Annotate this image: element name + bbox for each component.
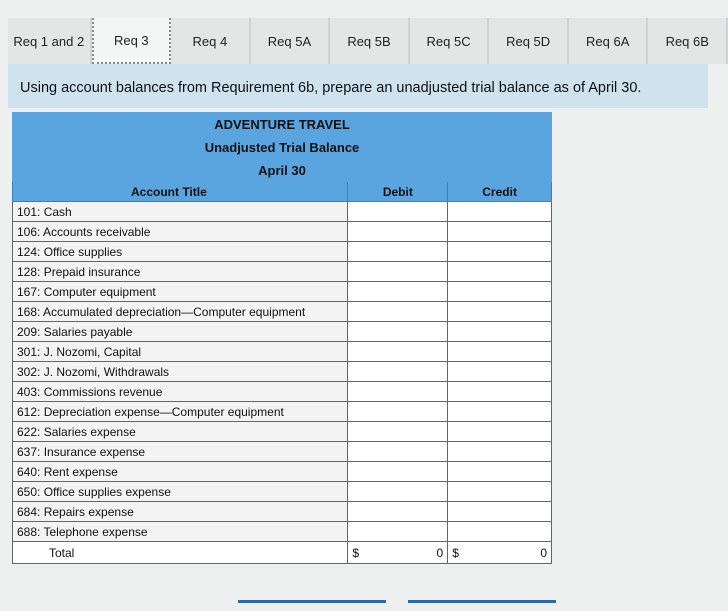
credit-input[interactable] bbox=[448, 442, 552, 462]
table-row bbox=[13, 362, 552, 382]
debit-input[interactable] bbox=[348, 422, 448, 442]
account-title-cell[interactable]: 106: Accounts receivable bbox=[13, 222, 348, 242]
table-row bbox=[13, 302, 552, 322]
total-debit bbox=[348, 542, 448, 564]
credit-input[interactable] bbox=[448, 382, 552, 402]
account-title-cell[interactable]: 688: Telephone expense bbox=[13, 522, 348, 542]
table-row bbox=[13, 462, 552, 482]
credit-header: Credit bbox=[448, 182, 552, 202]
tab-req-6b[interactable]: Req 6B bbox=[648, 18, 728, 64]
debit-input[interactable] bbox=[348, 342, 448, 362]
statement-date: April 30 bbox=[13, 159, 552, 182]
credit-input[interactable] bbox=[448, 242, 552, 262]
credit-input[interactable] bbox=[448, 502, 552, 522]
account-title-cell[interactable]: 209: Salaries payable bbox=[13, 322, 348, 342]
credit-input[interactable] bbox=[448, 302, 552, 322]
account-title-cell[interactable]: 168: Accumulated depreciation—Computer equipment bbox=[13, 302, 348, 322]
trial-balance-table bbox=[12, 112, 552, 564]
statement-title: Unadjusted Trial Balance bbox=[13, 136, 552, 159]
instruction-text: Using account balances from Requirement 6b, prepare an unadjusted trial balance as of April 30. bbox=[8, 64, 708, 108]
table-row bbox=[13, 502, 552, 522]
debit-input[interactable] bbox=[348, 322, 448, 342]
total-label: Total bbox=[13, 542, 348, 564]
credit-input[interactable] bbox=[448, 202, 552, 222]
credit-input[interactable] bbox=[448, 422, 552, 442]
debit-input[interactable] bbox=[348, 222, 448, 242]
account-title-cell[interactable]: 301: J. Nozomi, Capital bbox=[13, 342, 348, 362]
tab-req-5d[interactable]: Req 5D bbox=[489, 18, 569, 64]
account-title-cell[interactable]: 612: Depreciation expense—Computer equipment bbox=[13, 402, 348, 422]
credit-double-underline bbox=[408, 600, 556, 603]
credit-input[interactable] bbox=[448, 262, 552, 282]
credit-input[interactable] bbox=[448, 402, 552, 422]
credit-input[interactable] bbox=[448, 282, 552, 302]
account-title-cell[interactable]: 637: Insurance expense bbox=[13, 442, 348, 462]
table-row bbox=[13, 322, 552, 342]
account-title-cell[interactable]: 684: Repairs expense bbox=[13, 502, 348, 522]
tab-req-1-and-2[interactable]: Req 1 and 2 bbox=[8, 18, 92, 64]
credit-input[interactable] bbox=[448, 362, 552, 382]
table-row bbox=[13, 222, 552, 242]
tab-req-5c[interactable]: Req 5C bbox=[410, 18, 490, 64]
credit-input[interactable] bbox=[448, 342, 552, 362]
debit-input[interactable] bbox=[348, 382, 448, 402]
table-row bbox=[13, 202, 552, 222]
total-credit-value: 0 bbox=[540, 545, 547, 560]
total-debit-value: 0 bbox=[436, 545, 444, 560]
credit-input[interactable] bbox=[448, 462, 552, 482]
account-title-cell[interactable]: 403: Commissions revenue bbox=[13, 382, 348, 402]
debit-input[interactable] bbox=[348, 262, 448, 282]
debit-input[interactable] bbox=[348, 362, 448, 382]
table-row bbox=[13, 282, 552, 302]
account-title-cell[interactable]: 650: Office supplies expense bbox=[13, 482, 348, 502]
credit-input[interactable] bbox=[448, 482, 552, 502]
debit-input[interactable] bbox=[348, 502, 448, 522]
total-credit bbox=[448, 542, 552, 564]
debit-input[interactable] bbox=[348, 302, 448, 322]
account-title-cell[interactable]: 124: Office supplies bbox=[13, 242, 348, 262]
tab-req-4[interactable]: Req 4 bbox=[171, 18, 251, 64]
currency-symbol: $ bbox=[452, 545, 459, 560]
debit-input[interactable] bbox=[348, 282, 448, 302]
debit-input[interactable] bbox=[348, 522, 448, 542]
account-title-cell[interactable]: 128: Prepaid insurance bbox=[13, 262, 348, 282]
table-row bbox=[13, 422, 552, 442]
account-title-cell[interactable]: 101: Cash bbox=[13, 202, 348, 222]
table-row bbox=[13, 442, 552, 462]
table-row bbox=[13, 382, 552, 402]
total-row bbox=[13, 542, 552, 564]
requirement-tabs bbox=[8, 18, 728, 64]
table-row bbox=[13, 522, 552, 542]
table-row bbox=[13, 242, 552, 262]
debit-header: Debit bbox=[348, 182, 448, 202]
tab-req-5b[interactable]: Req 5B bbox=[330, 18, 410, 64]
company-name: ADVENTURE TRAVEL bbox=[13, 113, 552, 136]
debit-input[interactable] bbox=[348, 442, 448, 462]
debit-input[interactable] bbox=[348, 482, 448, 502]
credit-input[interactable] bbox=[448, 322, 552, 342]
debit-input[interactable] bbox=[348, 242, 448, 262]
table-row bbox=[13, 342, 552, 362]
credit-input[interactable] bbox=[448, 522, 552, 542]
table-row bbox=[13, 262, 552, 282]
debit-double-underline bbox=[238, 600, 386, 603]
account-title-cell[interactable]: 622: Salaries expense bbox=[13, 422, 348, 442]
currency-symbol: $ bbox=[352, 545, 360, 560]
account-title-cell[interactable]: 640: Rent expense bbox=[13, 462, 348, 482]
tab-req-3[interactable]: Req 3 bbox=[92, 18, 172, 64]
account-title-cell[interactable]: 302: J. Nozomi, Withdrawals bbox=[13, 362, 348, 382]
account-title-cell[interactable]: 167: Computer equipment bbox=[13, 282, 348, 302]
debit-input[interactable] bbox=[348, 202, 448, 222]
table-row bbox=[13, 402, 552, 422]
debit-input[interactable] bbox=[348, 402, 448, 422]
table-row bbox=[13, 482, 552, 502]
tab-req-5a[interactable]: Req 5A bbox=[251, 18, 331, 64]
debit-input[interactable] bbox=[348, 462, 448, 482]
account-title-header: Account Title bbox=[13, 182, 348, 202]
credit-input[interactable] bbox=[448, 222, 552, 242]
tab-req-6a[interactable]: Req 6A bbox=[569, 18, 649, 64]
